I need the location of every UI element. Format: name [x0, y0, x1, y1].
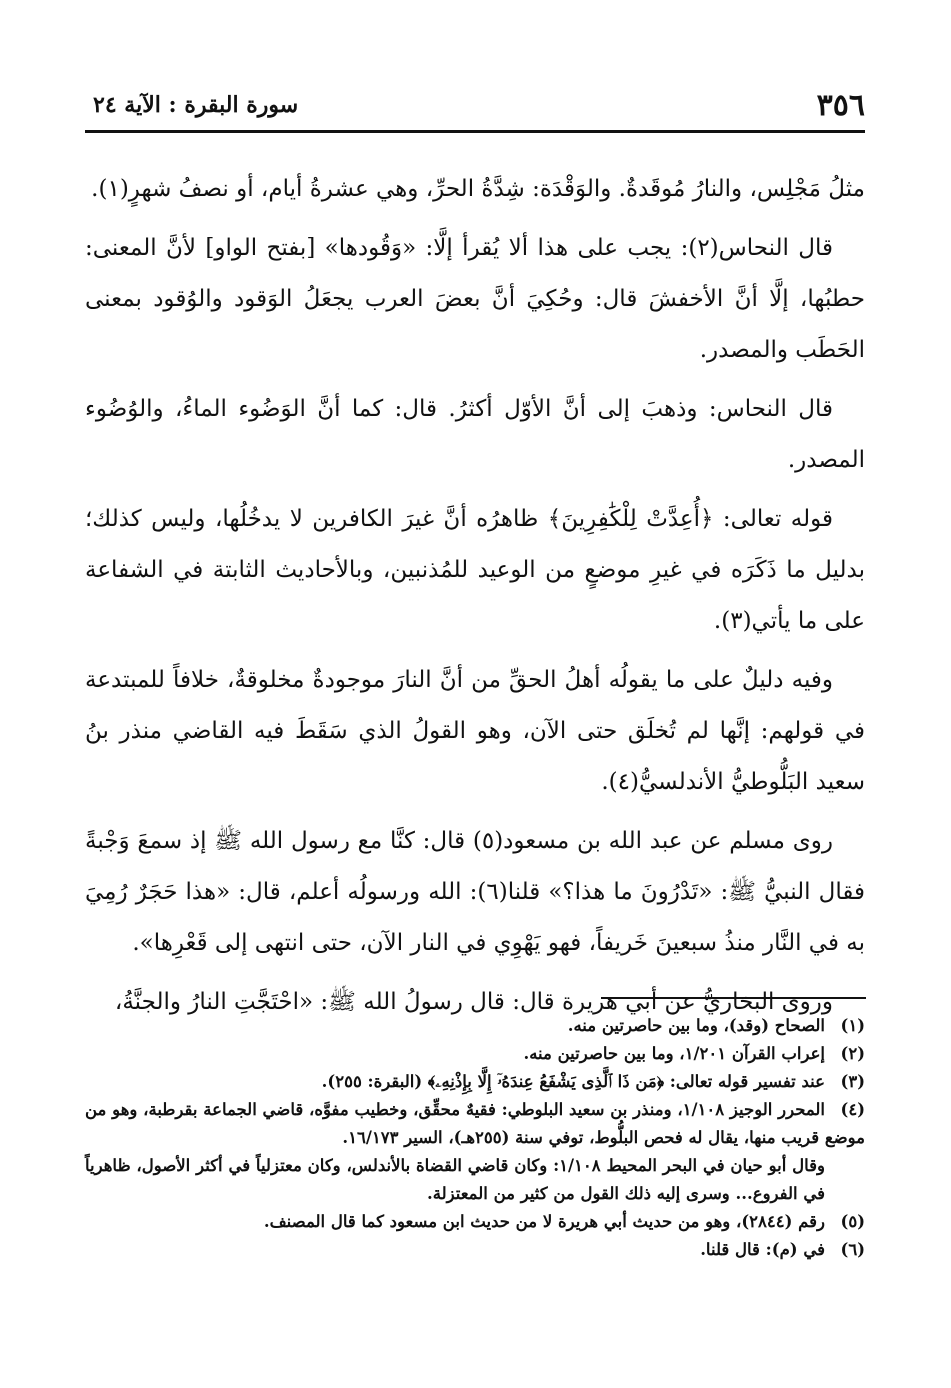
- paragraph: وروى البخاريُّ عن أبي هريرة قال: قال رسولُ الله ﷺ: «احْتَجَّتِ النارُ والجنَّةُ،: [114, 989, 833, 1015]
- footnote-text: عند تفسير قوله تعالى: ﴿مَن ذَا ٱلَّذِى يَشْفَعُ عِندَهُۥٓ إِلَّا بِإِذْنِهِۦ﴾ (البقرة: ٢٥٥).: [321, 1072, 825, 1091]
- footnote-text: رقم (٢٨٤٤)، وهو من حديث أبي هريرة لا من حديث ابن مسعود كما قال المصنف.: [263, 1212, 825, 1231]
- paragraph: روى مسلم عن عبد الله بن مسعود(٥) قال: كنَّا مع رسول الله ﷺ إذ سمعَ وَجْبةً فقال النبيُّ ﷺ: «تَدْرُونَ ما هذا؟» قلنا(٦): الله ورسولُه أعلم، قال: «هذا حَجَرٌ رُمِيَ به في النَّار منذُ سبعينَ خَريفاً، فهو يَهْوِي في النار الآن، حتى انتهى إلى قَعْرِها».: [85, 828, 866, 956]
- footnote-text: الصحاح (وقد)، وما بين حاصرتين منه.: [567, 1016, 825, 1035]
- paragraph: مثلُ مَجْلِس، والنارُ مُوقَدةٌ. والوَقْدَة: شِدَّةُ الحرِّ، وهي عشرةُ أيام، أو نصفُ شهرٍ(١).: [91, 176, 865, 202]
- footnote: [85, 1012, 865, 1040]
- footnote-separator: [601, 997, 866, 999]
- paragraph: قوله تعالى: ﴿أُعِدَّتْ لِلْكَٰفِرِينَ﴾ ظاهرُه أنَّ غيرَ الكافرين لا يدخُلُها، وليس كذلك؛ بدليل ما ذَكَرَه في غيرِ موضعٍ من الوعيد للمُذنبين، وبالأحاديث الثابتة في الشفاعة على ما يأتي(٣).: [85, 506, 865, 634]
- footnote-number: (٤): [840, 1100, 865, 1119]
- footnote-text: إعراب القرآن ١/٢٠١، وما بين حاصرتين منه.: [523, 1044, 825, 1063]
- paragraph: قال النحاس: وذهبَ إلى أنَّ الأوّل أكثرُ. قال: كما أنَّ الوَضُوء الماءُ، والوُضُوء المصدر.: [85, 396, 865, 473]
- paragraph: وفيه دليلٌ على ما يقولُه أهلُ الحقِّ من أنَّ النارَ موجودةٌ مخلوقةٌ، خلافاً للمبتدعة في قولهم: إنَّها لم تُخلَق حتى الآن، وهو القولُ الذي سَقَطَ فيه القاضي منذر بنُ سعيد البَلُّوطيُّ الأندلسيُّ(٤).: [85, 667, 865, 795]
- footnote-number: (٢): [840, 1044, 865, 1063]
- footnotes: [85, 1012, 865, 1264]
- footnote-number: (٦): [840, 1240, 865, 1259]
- header-rule: [85, 130, 865, 133]
- main-text: [85, 164, 865, 1036]
- footnote: [85, 1040, 865, 1068]
- footnote: [85, 1208, 865, 1236]
- footnote-number: (٥): [840, 1212, 865, 1231]
- footnote-text: في (م): قال قلنا.: [700, 1240, 825, 1259]
- footnote-number: (١): [840, 1016, 865, 1035]
- footnote-number: (٣): [840, 1072, 865, 1091]
- footnote: [85, 1096, 865, 1152]
- footnote: [85, 1068, 865, 1096]
- sura-title: سورة البقرة : الآية ٢٤: [93, 92, 299, 118]
- footnote: [85, 1236, 865, 1264]
- page-number: ٣٥٦: [816, 88, 865, 123]
- footnote-continuation: وقال أبو حيان في البحر المحيط ١/١٠٨: وكان قاضي القضاة بالأندلس، وكان معتزلياً في أكثر الأصول، ظاهرياً في الفروع... وسرى إليه ذلك القول من كثير من المعتزلة.: [85, 1156, 825, 1203]
- running-header: [85, 84, 865, 130]
- footnote-text: المحرر الوجيز ١/١٠٨، ومنذر بن سعيد البلوطي: فقيهٌ محقِّق، وخطيب مفوَّه، قاضي الجماعة بقرطبة، وهو من موضع قريب منها، يقال له فحص البلُّوط، توفي سنة (٢٥٥هـ)، السير ١٦/١٧٣.: [85, 1100, 865, 1147]
- paragraph: قال النحاس(٢): يجب على هذا ألا يُقرأ إلَّا: «وَقُودها» [بفتح الواو] لأنَّ المعنى: حطبُها، إلَّا أنَّ الأخفشَ قال: وحُكِيَ أنَّ بعضَ العرب يجعَلُ الوَقود والوُقود بمعنى الحَطَب والمصدر.: [85, 235, 865, 363]
